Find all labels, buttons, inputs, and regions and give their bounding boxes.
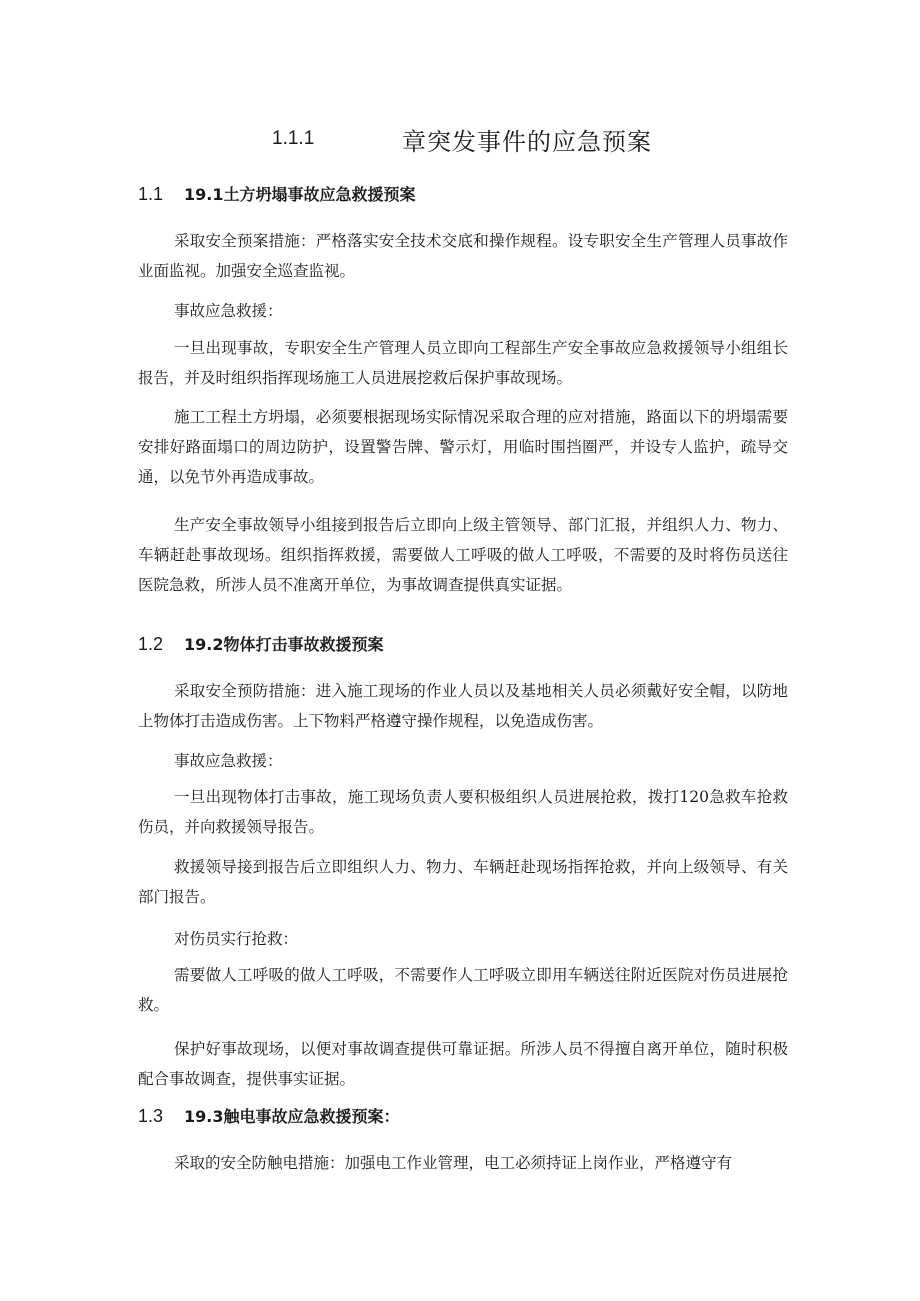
section-heading-text: 19.3触电事故应急救援预案： [184, 1107, 400, 1126]
chapter-number: 1.1.1 [272, 128, 315, 149]
paragraph: 采取的安全防触电措施：加强电工作业管理，电工必须持证上岗作业，严格遵守有 [174, 1154, 733, 1172]
chapter-title-text: 章突发事件的应急预案 [402, 128, 652, 156]
chapter-title [0, 122, 920, 158]
paragraph: 保护好事故现场，以便对事故调查提供可靠证据。所涉人员不得擅自离开单位，随时积极配合事故调查，提供事实证据。 [138, 1040, 788, 1088]
paragraph: 一旦出现物体打击事故，施工现场负责人要积极组织人员进展抢救，拨打120急救车抢救伤员，并向救援领导报告。 [138, 788, 788, 836]
paragraph: 采取安全预案措施：严格落实安全技术交底和操作规程。设专职安全生产管理人员事故作业面监视。加强安全巡查监视。 [138, 232, 788, 280]
paragraph: 一旦出现事故，专职安全生产管理人员立即向工程部生产安全事故应急救援领导小组组长报告，并及时组织指挥现场施工人员进展挖救后保护事故现场。 [138, 339, 788, 387]
section-heading-1-2 [138, 632, 778, 660]
paragraph: 施工工程土方坍塌，必须要根据现场实际情况采取合理的应对措施，路面以下的坍塌需要安排好路面塌口的周边防护，设置警告牌、警示灯，用临时围挡圈严，并设专人监护，疏导交通，以免节外再造成事故。 [138, 408, 788, 486]
section-heading-1-1 [138, 182, 778, 210]
paragraph: 事故应急救援： [174, 752, 283, 770]
section-heading-text: 19.2物体打击事故救援预案 [184, 635, 384, 654]
section-heading-1-3 [138, 1104, 778, 1132]
paragraph: 对伤员实行抢救： [174, 930, 299, 948]
section-number: 1.2 [138, 634, 164, 654]
paragraph: 事故应急救援： [174, 302, 283, 320]
paragraph: 采取安全预防措施：进入施工现场的作业人员以及基地相关人员必须戴好安全帽，以防地上物体打击造成伤害。上下物料严格遵守操作规程，以免造成伤害。 [138, 682, 788, 730]
section-number: 1.3 [138, 1106, 164, 1126]
section-heading-text: 19.1土方坍塌事故应急救援预案 [184, 185, 416, 204]
paragraph: 生产安全事故领导小组接到报告后立即向上级主管领导、部门汇报，并组织人力、物力、车辆赶赴事故现场。组织指挥救援，需要做人工呼吸的做人工呼吸，不需要的及时将伤员送往医院急救，所涉人员不准离开单位，为事故调查提供真实证据。 [138, 516, 788, 594]
paragraph: 救援领导接到报告后立即组织人力、物力、车辆赶赴现场指挥抢救，并向上级领导、有关部门报告。 [138, 858, 788, 906]
paragraph: 需要做人工呼吸的做人工呼吸，不需要作人工呼吸立即用车辆送往附近医院对伤员进展抢救。 [138, 966, 788, 1014]
section-number: 1.1 [138, 184, 164, 204]
